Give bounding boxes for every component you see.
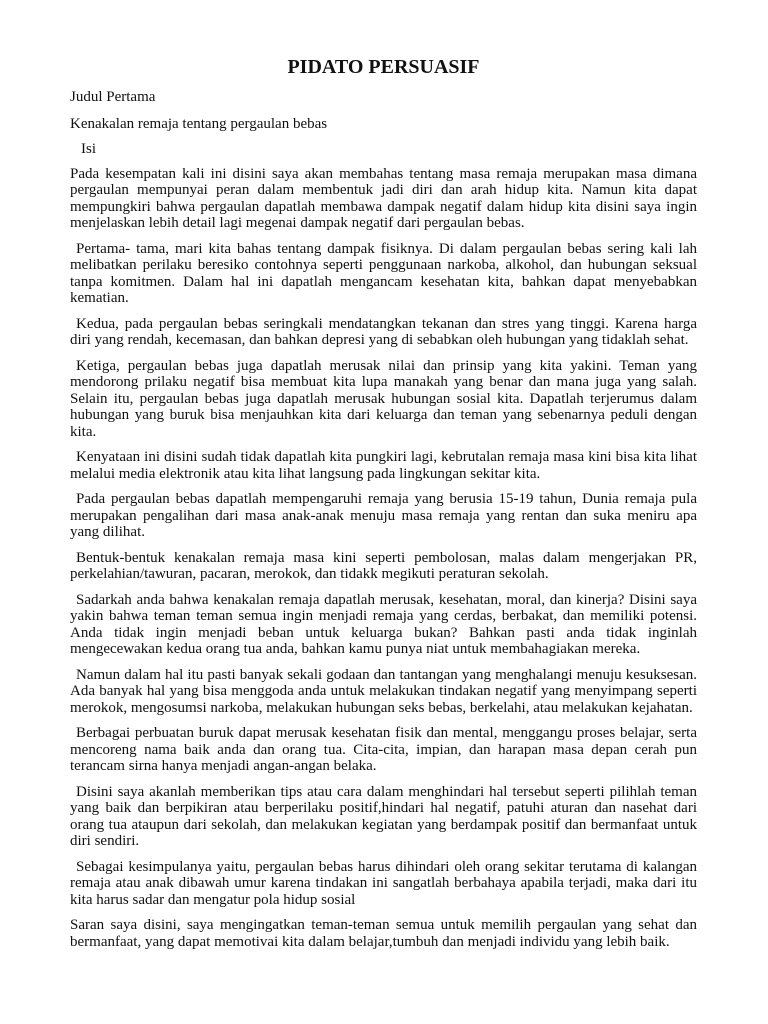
paragraph-line: menjelaskan lebih detail lagi megenai dampak negatif dari pergaulan bebas. [70,215,525,232]
paragraph-tips [70,784,697,850]
paragraph-line: Berbagai perbuatan buruk dapat merusak kesehatan fisik dan mental, menggangu proses belajar, serta [76,725,697,742]
paragraph-line: Anda tidak ingin menjadi beban untuk keluarga bukan? Bahkan pasti anda tidak inginlah [70,624,697,641]
page-title: PIDATO PERSUASIF [287,56,480,78]
paragraph-line: diri yang rendah, kecemasan, dan bahkan depresi yang di sebabkan oleh hubungan yang tidaklah sehat. [70,332,689,349]
paragraph-line: merupakan pengalihan dari masa anak-anak menuju masa remaja yang rentan dan suka meniru apa [70,507,697,524]
paragraph-line: yang dilihat. [70,524,145,541]
section-label: Isi [81,141,96,158]
paragraph-line: Disini saya akanlah memberikan tips atau cara dalam menghindari hal tersebut seperti pilihlah teman [76,783,697,800]
paragraph-kenyataan [70,449,697,482]
paragraph-line: terancam sirna hanya menjadi angan-angan belaka. [70,758,377,775]
paragraph-line: perkelahian/tawuran, pacaran, merokok, dan tidakk megikuti peraturan sekolah. [70,566,549,583]
paragraph-line: kematian. [70,290,129,307]
paragraph-bentuk-kenakalan [70,550,697,583]
paragraph-line: melalui media elektronik atau kita lihat langsung pada lingkungan sekitar kita. [70,465,541,482]
paragraph-line: Namun dalam hal itu pasti banyak sekali godaan dan tantangan yang menghalangi menuju kesuksesan. [76,666,697,683]
paragraph-line: Saran saya disini, saya mengingatkan teman-teman semua untuk memilih pergaulan yang sehat dan [70,917,697,934]
paragraph-line: tanpa komitmen. Dalam hal ini dapatlah mengancam kesehatan kita, bahkan dapat menyebabkan [70,273,697,290]
paragraph-line: hubungan yang buruk bisa menjauhkan kita dari keluarga dan teman yang sebenarnya peduli dengan [70,407,697,424]
paragraph-line: mengecewakan kedua orang tua anda, bahkan kamu punya niat untuk membahagiakan mereka. [70,641,641,658]
paragraph-perbuatan-buruk [70,725,697,775]
paragraph-line: mencoreng nama baik anda dan orang tua. Cita-cita, impian, dan harapan masa depan cerah pun [70,741,697,758]
paragraph-line: yakin bahwa teman teman semua ingin menjadi remaja yang cerdas, berbakat, dan memiliki potensi. [70,608,697,625]
paragraph-line: pergaulan mempunyai peran dalam membentuk jadi diri dan arah hidup kita. Namun kita dapat [70,182,697,199]
paragraph-line: merokok, mengosumsi narkoba, melakukan hubungan seks bebas, berkelahi, atau melakukan kejahatan. [70,699,693,716]
paragraph-line: diri sendiri. [70,833,140,850]
paragraph-godaan [70,667,697,717]
paragraph-line: Sadarkah anda bahwa kenakalan remaja dapatlah merusak, kesehatan, moral, dan kinerja? Disini saya [76,591,697,608]
paragraph-line: orang tua ataupun dari sekolah, dan melakukan kegiatan yang berdampak positif dan bermanfaat untuk [70,816,697,833]
paragraph-ketiga [70,358,697,441]
paragraph-kesimpulan [70,859,697,909]
paragraph-kedua [70,316,697,349]
paragraph-saran [70,917,697,950]
paragraph-line: Pada pergaulan bebas dapatlah mempengaruhi remaja yang berusia 15-19 tahun, Dunia remaja pula [76,491,697,508]
paragraph-line: Pertama- tama, mari kita bahas tentang dampak fisiknya. Di dalam pergaulan bebas sering kali lah [76,240,697,257]
document-body [70,55,697,959]
paragraph-line: Pada kesempatan kali ini disini saya akan membahas tentang masa remaja merupakan masa dimana [70,165,697,182]
paragraph-line: mendorong prilaku negatif bisa membuat kita lupa manakah yang benar dan mana juga yang salah. [70,374,697,391]
paragraph-line: kita. [70,423,97,440]
paragraph-line: remaja atau anak dibawah umur karena tindakan ini sangatlah berbahaya apabila terjadi, maka dari itu [70,875,697,892]
paragraph-line: melibatkan perilaku beresiko contohnya seperti penggunaan narkoba, alkohol, dan hubungan seksual [70,257,697,274]
paragraph-intro [70,166,697,232]
paragraph-line: bermanfaat, yang dapat memotivai kita dalam belajar,tumbuh dan menjadi individu yang lebih baik. [70,933,670,950]
paragraph-pertama [70,241,697,307]
speech-topic: Kenakalan remaja tentang pergaulan bebas [70,115,328,132]
paragraph-line: Kedua, pada pergaulan bebas seringkali mendatangkan tekanan dan stres yang tinggi. Karena harga [76,315,697,332]
paragraph-line: Sebagai kesimpulanya yaitu, pergaulan bebas harus dihindari oleh orang sekitar terutama di kalangan [76,858,697,875]
paragraph-line: Selain itu, pergaulan bebas juga dapatlah merusak hubungan sosial kita. Dapatlah terjerumus dalam [70,390,697,407]
heading-label: Judul Pertama [70,88,156,105]
paragraph-line: Bentuk-bentuk kenakalan remaja masa kini seperti pembolosan, malas dalam mengerjakan PR, [76,549,697,566]
paragraph-sadarkah [70,592,697,658]
paragraph-usia-remaja [70,491,697,541]
paragraph-line: Ketiga, pergaulan bebas juga dapatlah merusak nilai dan prinsip yang kita yakini. Teman yang [76,357,697,374]
paragraph-line: yang baik dan berpikiran atau berperilaku positif,hindari hal negatif, patuhi aturan dan nasehat dari [70,800,697,817]
paragraph-line: mempungkiri bahwa pergaulan dapatlah membawa dampak negatif dalam hidup kita disini saya ingin [70,198,697,215]
paragraph-line: kita harus sadar dan mengatur pola hidup sosial [70,891,356,908]
paragraph-line: Kenyataan ini disini sudah tidak dapatlah kita pungkiri lagi, kebrutalan remaja masa kini bisa kita lihat [76,449,697,466]
paragraph-line: Ada banyak hal yang bisa menggoda anda untuk melakukan tindakan negatif yang menyimpang seperti [70,683,697,700]
